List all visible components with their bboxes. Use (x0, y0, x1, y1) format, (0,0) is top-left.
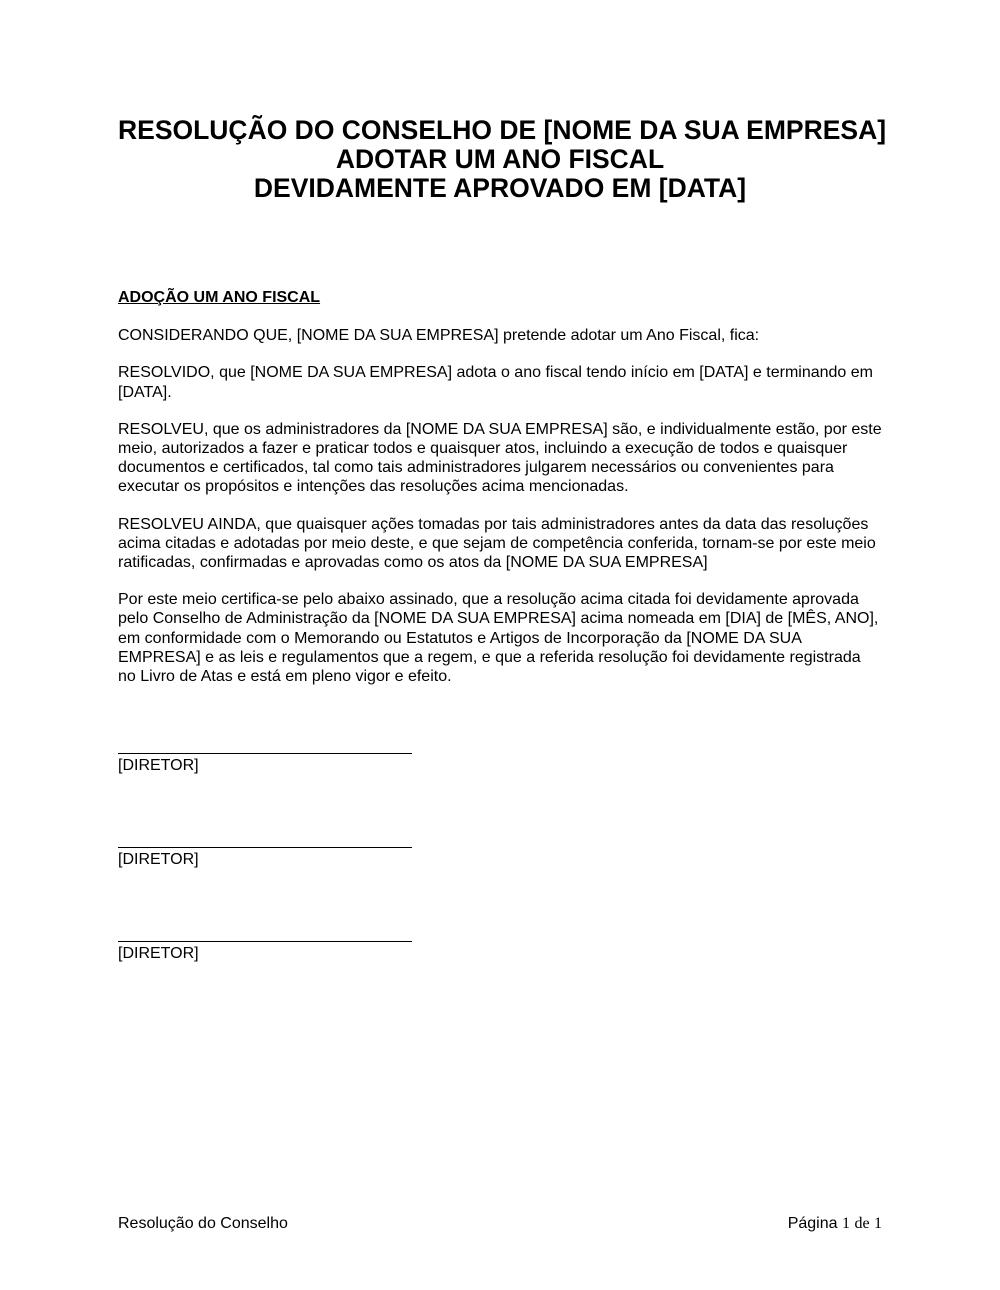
document-title (118, 115, 887, 203)
title-line-3: DEVIDAMENTE APROVADO EM [DATA] (253, 173, 747, 203)
signature-block (118, 847, 412, 869)
title-line-1: RESOLUÇÃO DO CONSELHO DE [NOME DA SUA EMPRESA] (118, 115, 887, 145)
signature-line (118, 847, 412, 848)
footer-total-pages: 1 (874, 1215, 882, 1232)
footer-of-word: de (854, 1215, 870, 1232)
paragraph-considering: CONSIDERANDO QUE, [NOME DA SUA EMPRESA] pretende adotar um Ano Fiscal, fica: (118, 327, 760, 345)
signature-block (118, 941, 412, 963)
section-heading: ADOÇÃO UM ANO FISCAL (118, 289, 321, 306)
footer-document-name: Resolução do Conselho (118, 1215, 288, 1232)
signature-label: [DIRETOR] (118, 757, 199, 774)
paragraph-certification: Por este meio certifica-se pelo abaixo assinado, que a resolução acima citada foi devidamente aprovada pelo Conselho de Administração da [NOME DA SUA EMPRESA] acima nomeada em [DIA] de [MÊS, ANO], em conformidade com o Memorando ou Estatutos e Artigos de Incorporação da [NOME DA SUA EMPRESA] e as leis e regulamentos que a regem, e que a referida resolução foi devidamente registrada no Livro de Atas e está em pleno vigor e efeito. (118, 591, 879, 686)
footer-page-word: Página (787, 1215, 838, 1232)
paragraph-resolved-further: RESOLVEU AINDA, que quaisquer ações tomadas por tais administradores antes da data das resoluções acima citadas e adotadas por meio deste, e que sejam de competência conferida, tornam-se por este meio ratificadas, confirmadas e aprovadas como os atos da [NOME DA SUA EMPRESA] (118, 515, 876, 572)
signature-block (118, 753, 412, 775)
signature-line (118, 753, 412, 754)
footer-page-number (788, 1214, 882, 1233)
footer-current-page: 1 (841, 1215, 850, 1232)
signature-label: [DIRETOR] (118, 945, 199, 962)
title-line-2: ADOTAR UM ANO FISCAL (335, 144, 665, 174)
signature-label: [DIRETOR] (118, 851, 199, 868)
signature-line (118, 941, 412, 942)
paragraph-resolved-administrators: RESOLVEU, que os administradores da [NOME DA SUA EMPRESA] são, e individualmente estão, por este meio, autorizados a fazer e praticar todos e quaisquer atos, incluindo a execução de todos e quaisquer documentos e certificados, tal como tais administradores julgarem necessários ou convenientes para executar os propósitos e intenções das resoluções acima mencionadas. (118, 420, 882, 496)
paragraph-resolved: RESOLVIDO, que [NOME DA SUA EMPRESA] adota o ano fiscal tendo início em [DATA] e terminando em [DATA]. (118, 364, 873, 401)
document-body (118, 288, 882, 704)
